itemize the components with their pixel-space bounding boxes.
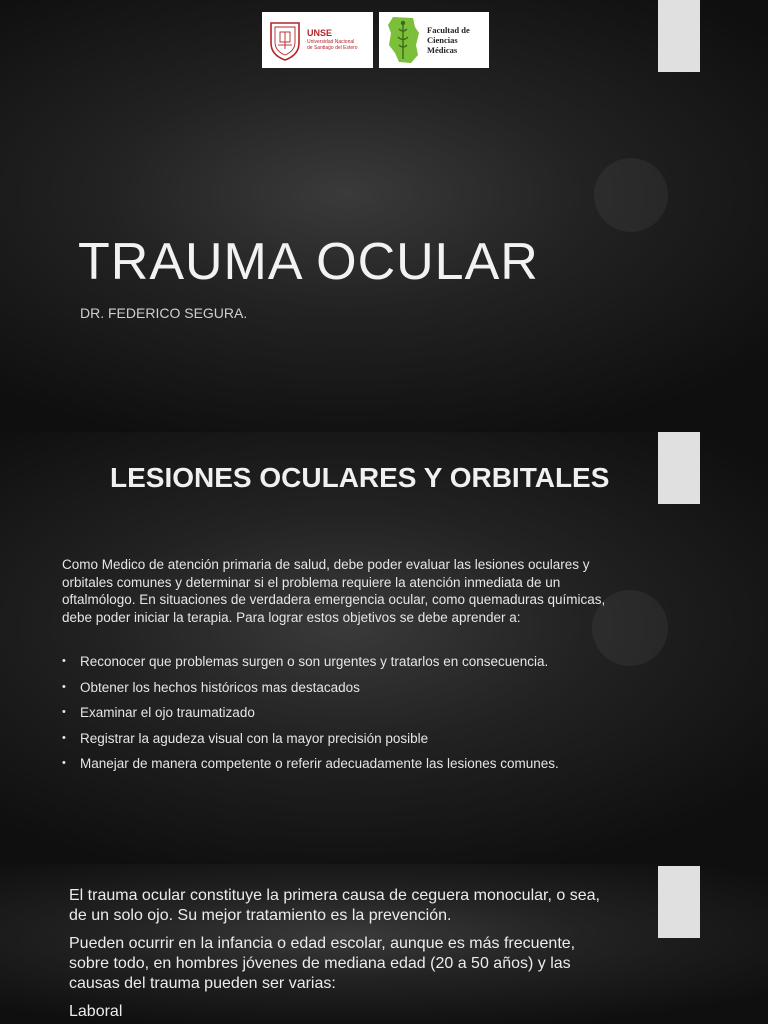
paragraph-laboral: Laboral xyxy=(69,1003,123,1020)
unse-subtitle-1: Universidad Nacional xyxy=(307,38,355,45)
slide-tab xyxy=(658,0,700,72)
unse-logo xyxy=(262,12,373,68)
presentation-title: TRAUMA OCULAR xyxy=(78,233,539,291)
slide-heading: LESIONES OCULARES Y ORBITALES xyxy=(110,462,610,493)
slide-tab xyxy=(658,432,700,504)
list-item: • Manejar de manera competente o referir adecuadamente las lesiones comunes. xyxy=(62,755,602,773)
unse-name: UNSE xyxy=(307,27,333,38)
facultad-line-2: Ciencias Médicas xyxy=(427,34,458,56)
slide-trauma-info xyxy=(0,864,768,1024)
intro-paragraph: Como Medico de atención primaria de salud, debe poder evaluar las lesiones oculares y orbitales comunes y determinar si el problema requiere la atención inmediata de un oftalmólogo. En situaciones de verdadera emergencia ocular, como quemaduras químicas, debe poder iniciar la terapia. Para lograr estos objetivos se debe aprender a: xyxy=(62,557,606,625)
slide-tab xyxy=(658,866,700,938)
slide-title xyxy=(0,0,768,432)
list-item: • Reconocer que problemas surgen o son urgentes y tratarlos en consecuencia. xyxy=(62,653,602,671)
decorative-circle xyxy=(594,158,668,232)
facultad-logo xyxy=(379,12,489,68)
paragraph-causa: El trauma ocular constituye la primera causa de ceguera monocular, o sea, de un solo ojo. Su mejor tratamiento es la prevención. xyxy=(69,887,600,924)
unse-seal-icon xyxy=(268,19,302,61)
list-item: • Examinar el ojo traumatizado xyxy=(62,704,602,722)
slide-lesiones xyxy=(0,432,768,864)
slide-body xyxy=(69,886,609,1024)
facultad-line-1: Facultad de xyxy=(427,24,470,35)
objectives-list xyxy=(62,653,602,781)
province-map-icon xyxy=(385,15,421,65)
unse-subtitle-2: de Santiago del Estero xyxy=(307,44,358,51)
presenter-name: DR. FEDERICO SEGURA. xyxy=(80,305,248,321)
list-item: • Registrar la agudeza visual con la mayor precisión posible xyxy=(62,730,602,748)
list-item: • Obtener los hechos históricos mas destacados xyxy=(62,679,602,697)
paragraph-edad: Pueden ocurrir en la infancia o edad escolar, aunque es más frecuente, sobre todo, en hombres jóvenes de mediana edad (20 a 50 años) y las causas del trauma pueden ser varias: xyxy=(69,935,576,992)
